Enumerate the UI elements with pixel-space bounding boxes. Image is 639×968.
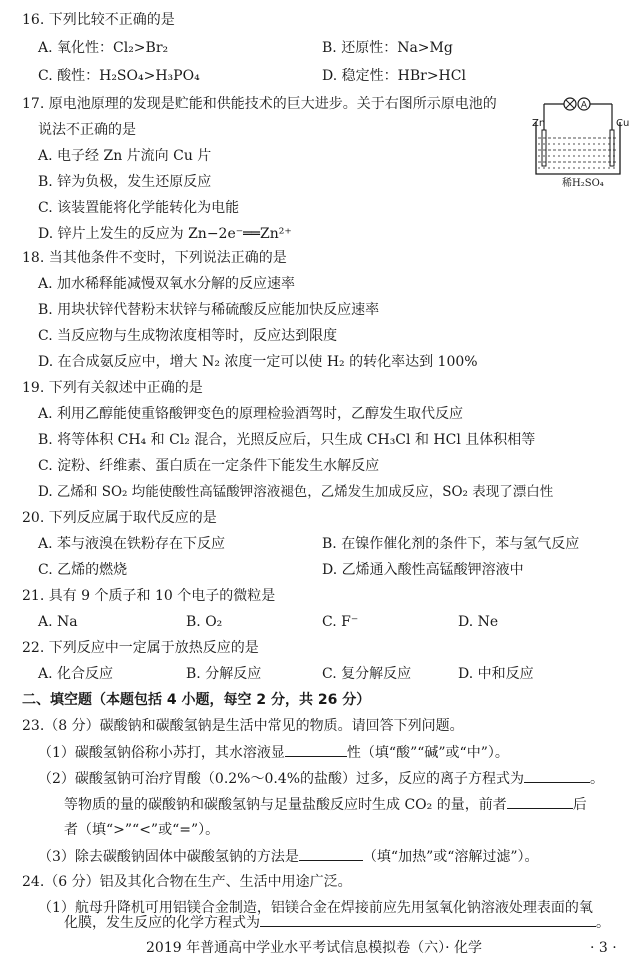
cu-electrode	[610, 130, 614, 166]
q23-part2-cont	[64, 794, 587, 815]
q23-part2-text-d: 后	[572, 797, 587, 813]
q23-part2	[38, 768, 604, 789]
q23-part3-text-a: （3）除去碳酸钠固体中碳酸氢钠的方法是	[38, 849, 299, 865]
ammeter-symbol: A	[580, 100, 588, 111]
q22-option-d: D. 中和反应	[458, 666, 534, 682]
q23-blank-1[interactable]	[285, 742, 347, 757]
q18-option-d: D. 在合成氨反应中，增大 N₂ 浓度一定可以使 H₂ 的转化率达到 100%	[38, 354, 478, 370]
q23-part1-text-b: 性（填“酸”“碱”或“中”）。	[346, 745, 509, 761]
q20-option-a: A. 苯与液溴在铁粉存在下反应	[38, 536, 226, 552]
q17-option-b: B. 锌为负极，发生还原反应	[38, 174, 212, 190]
q21-stem: 21. 具有 9 个质子和 10 个电子的微粒是	[22, 588, 276, 604]
q19-option-b: B. 将等体积 CH₄ 和 Cl₂ 混合，光照反应后，只生成 CH₃Cl 和 HCl 且体积相等	[38, 432, 536, 448]
q23-part2-text-c: 等物质的量的碳酸钠和碳酸氢钠与足量盐酸反应时生成 CO₂ 的量，前者	[64, 797, 507, 813]
q23-part3-text-b: （填“加热”或“溶解过滤”）。	[362, 849, 539, 865]
q19-option-a: A. 利用乙醇能使重铬酸钾变色的原理检验酒驾时，乙醇发生取代反应	[38, 406, 464, 422]
q20-option-b: B. 在镍作催化剂的条件下，苯与氢气反应	[322, 536, 580, 552]
q23-part1-text-a: （1）碳酸氢钠俗称小苏打，其水溶液显	[38, 745, 285, 761]
q24-stem: 24.（6 分）铝及其化合物在生产、生活中用途广泛。	[22, 874, 352, 890]
q19-option-c: C. 淀粉、纤维素、蛋白质在一定条件下能发生水解反应	[38, 458, 380, 474]
q16-option-a: A. 氧化性：Cl₂>Br₂	[38, 40, 169, 56]
q22-option-b: B. 分解反应	[186, 666, 262, 682]
q20-option-c: C. 乙烯的燃烧	[38, 562, 128, 578]
q17-stem-line1: 17. 原电池原理的发现是贮能和供能技术的巨大进步。关于右图所示原电池的	[22, 96, 497, 112]
q24-part1-line2	[64, 912, 610, 933]
galvanic-cell-figure	[532, 96, 630, 188]
q24-part1-text-b: 化膜，发生反应的化学方程式为	[64, 915, 260, 931]
q16-option-c: C. 酸性：H₂SO₄>H₃PO₄	[38, 68, 200, 84]
q17-option-a: A. 电子经 Zn 片流向 Cu 片	[38, 148, 212, 164]
label-zn: Zn	[532, 118, 546, 129]
q17-stem-line2: 说法不正确的是	[38, 122, 136, 138]
section-title: 二、填空题（本题包括 4 小题，每空 2 分，共 26 分）	[22, 692, 371, 708]
q23-part2-text-a: （2）碳酸氢钠可治疗胃酸（0.2%～0.4%的盐酸）过多，反应的离子方程式为	[38, 771, 525, 787]
q21-option-b: B. O₂	[186, 614, 223, 630]
zn-electrode	[542, 130, 546, 166]
page-number: · 3 ·	[590, 940, 617, 956]
q23-part2-text-b: 。	[590, 771, 605, 787]
q16-option-d: D. 稳定性：HBr>HCl	[322, 68, 466, 84]
acid-solution	[538, 138, 618, 168]
label-cu: Cu	[616, 118, 630, 129]
q22-stem: 22. 下列反应中一定属于放热反应的是	[22, 640, 259, 656]
beaker	[536, 122, 620, 174]
q18-stem: 18. 当其他条件不变时，下列说法正确的是	[22, 250, 287, 266]
q18-option-b: B. 用块状锌代替粉末状锌与稀硫酸反应能加快反应速率	[38, 302, 380, 318]
footer-title: 2019 年普通高中学业水平考试信息模拟卷（六）· 化学	[146, 940, 482, 956]
label-acid: 稀H₂SO₄	[562, 178, 604, 188]
q23-part3	[38, 846, 539, 867]
q21-option-c: C. F⁻	[322, 614, 359, 630]
q19-option-d: D. 乙烯和 SO₂ 均能使酸性高锰酸钾溶液褪色，乙烯发生加成反应，SO₂ 表现了漂白性	[38, 484, 554, 500]
q23-part1	[38, 742, 509, 763]
q24-blank-1[interactable]	[260, 912, 596, 927]
q22-option-c: C. 复分解反应	[322, 666, 412, 682]
q24-part1-text-c: 。	[596, 915, 610, 931]
q24-part1-line1: （1）航母升降机可用铝镁合金制造，铝镁合金在焊接前应先用氢氧化钠溶液处理表面的氧	[38, 900, 593, 916]
q17-option-c: C. 该装置能将化学能转化为电能	[38, 200, 240, 216]
q21-option-a: A. Na	[38, 614, 78, 630]
q16-stem: 16. 下列比较不正确的是	[22, 12, 175, 28]
q23-blank-2[interactable]	[524, 768, 590, 783]
q20-stem: 20. 下列反应属于取代反应的是	[22, 510, 217, 526]
q18-option-a: A. 加水稀释能减慢双氧水分解的反应速率	[38, 276, 296, 292]
q20-option-d: D. 乙烯通入酸性高锰酸钾溶液中	[322, 562, 524, 578]
galvanic-cell-diagram	[532, 96, 630, 188]
q23-blank-4[interactable]	[299, 846, 363, 861]
q21-option-d: D. Ne	[458, 614, 499, 630]
q22-option-a: A. 化合反应	[38, 666, 114, 682]
q16-option-b: B. 还原性：Na>Mg	[322, 40, 453, 56]
q23-stem: 23.（8 分）碳酸钠和碳酸氢钠是生活中常见的物质。请回答下列问题。	[22, 718, 464, 734]
q18-option-c: C. 当反应物与生成物浓度相等时，反应达到限度	[38, 328, 338, 344]
q19-stem: 19. 下列有关叙述中正确的是	[22, 380, 203, 396]
q17-option-d: D. 锌片上发生的反应为 Zn−2e⁻══Zn²⁺	[38, 226, 292, 242]
q23-part2-end: 者（填“>”“<”或“=”）。	[64, 822, 220, 838]
q23-blank-3[interactable]	[507, 794, 573, 809]
